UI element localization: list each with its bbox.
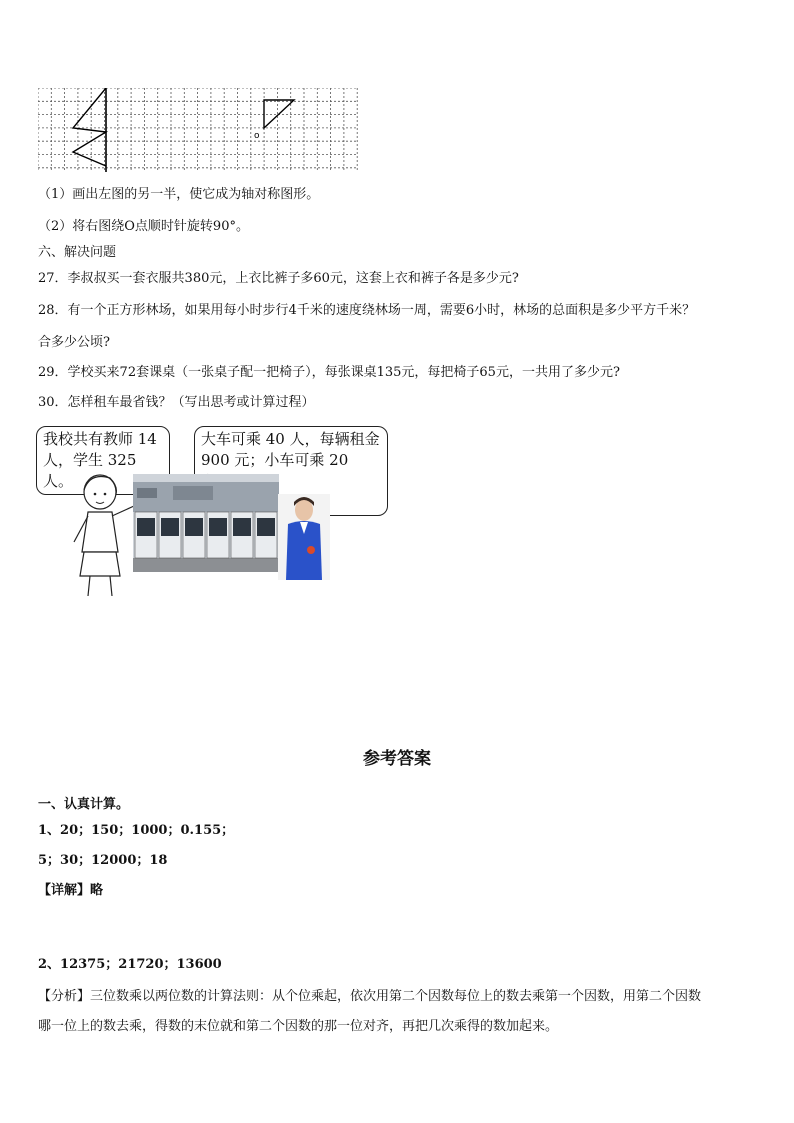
bus-window xyxy=(233,518,251,536)
question-30: 30．怎样租车最省钱？（写出思考或计算过程） xyxy=(38,395,315,410)
bus-window xyxy=(209,518,227,536)
answers-title: 参考答案 xyxy=(363,749,431,769)
question-27: 27．李叔叔买一套衣服共380元，上衣比裤子多60元，这套上衣和裤子各是多少元? xyxy=(38,271,519,286)
staff-bubble-line2: 900 元；小车可乘 20 xyxy=(201,451,349,469)
answer-2-analysis-line2: 哪一位上的数去乘，得数的末位就和第二个因数的那一位对齐，再把几次乘得的数加起来。 xyxy=(38,1019,559,1034)
answer-1-line1: 1、20；150；1000；0.155； xyxy=(38,823,235,838)
left-half-figure xyxy=(73,88,106,166)
question-1: （1）画出左图的另一半，使它成为轴对称图形。 xyxy=(38,187,320,202)
answer-1-line2: 5；30；12000；18 xyxy=(38,853,168,868)
bus-window xyxy=(137,518,155,536)
answer-1-detail: 【详解】略 xyxy=(38,883,104,898)
question-29: 29．学校买来72套课桌（一张桌子配一把椅子），每张课桌135元，每把椅子65元，一共用了多少元? xyxy=(38,365,620,380)
answers-section-1: 一、认真计算。 xyxy=(38,797,130,812)
question-28-line2: 合多少公顷? xyxy=(38,335,110,350)
section-6-heading: 六、解决问题 xyxy=(38,245,117,260)
teacher-bubble-line1: 我校共有教师 14 xyxy=(43,430,157,448)
bus-window xyxy=(161,518,179,536)
grid-figure xyxy=(38,88,360,172)
staff-photo xyxy=(278,494,330,580)
origin-label: o xyxy=(254,131,260,141)
question-2: （2）将右图绕O点顺时针旋转90°。 xyxy=(38,219,249,234)
answer-2-analysis-line1: 【分析】三位数乘以两位数的计算法则：从个位乘起，依次用第二个因数每位上的数去乘第一个因数，用第二个因数 xyxy=(38,989,702,1004)
answer-2-line1: 2、12375；21720；13600 xyxy=(38,957,222,972)
staff-bubble-line1: 大车可乘 40 人，每辆租金 xyxy=(201,430,380,448)
question-28-line1: 28．有一个正方形林场，如果用每小时步行4千米的速度绕林场一周，需要6小时，林场的总面积是多少平方千米？ xyxy=(38,303,696,318)
bus-window xyxy=(257,518,275,536)
bus-window xyxy=(185,518,203,536)
teacher-cartoon xyxy=(60,472,140,598)
teacher-bubble-line2: 人，学生 325 人。 xyxy=(43,451,137,490)
bus-photo xyxy=(133,474,279,572)
right-triangle-figure xyxy=(264,100,294,128)
